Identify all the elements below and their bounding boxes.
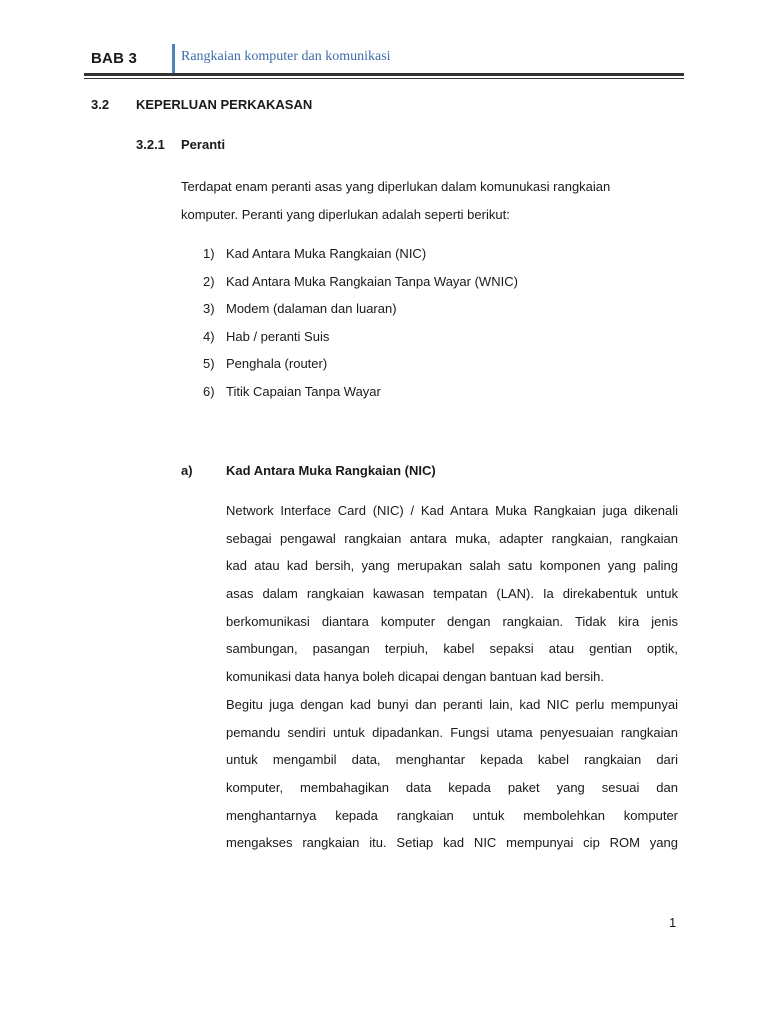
item-title: Kad Antara Muka Rangkaian (NIC) [226, 463, 436, 478]
list-item-number: 5) [203, 356, 215, 372]
section-title: KEPERLUAN PERKAKASAN [136, 97, 313, 112]
header-rule [84, 73, 684, 76]
section-number: 3.2 [91, 97, 110, 112]
paragraph-line: Network Interface Card (NIC) / Kad Antara Muka Rangkaian juga dikenali [226, 503, 678, 518]
list-item-label: Kad Antara Muka Rangkaian (NIC) [226, 246, 427, 261]
page-number: 1 [669, 915, 677, 930]
list-item-number: 3) [203, 301, 215, 317]
paragraph-line: pemandu sendiri untuk dipadankan. Fungsi utama penyesuaian rangkaian [226, 724, 678, 740]
list-item-label: Hab / peranti Suis [226, 328, 330, 344]
paragraph-line: kad atau kad bersih, yang merupakan salah satu komponen yang paling [226, 558, 678, 574]
paragraph-line: komunikasi data hanya boleh dicapai dengan bantuan kad bersih. [226, 669, 604, 685]
paragraph-line: berkomunikasi diantara komputer dengan rangkaian. Tidak kira jenis [226, 613, 678, 629]
list-item-label: Titik Capaian Tanpa Wayar [226, 383, 381, 399]
list-item-label: Modem (dalaman dan luaran) [226, 301, 397, 317]
list-item-label: Penghala (router) [226, 356, 328, 372]
body-paragraph [226, 497, 678, 691]
list-item [203, 350, 518, 378]
intro-line: Terdapat enam peranti asas yang diperlukan dalam komunukasi rangkaian [181, 179, 611, 194]
list-item [203, 268, 518, 296]
device-list [203, 240, 518, 406]
paragraph-line: mengakses rangkaian itu. Setiap kad NIC mempunyai cip ROM yang [226, 835, 678, 851]
paragraph-line: komputer, membahagikan data kepada paket yang sesuai dan [226, 780, 678, 796]
header-divider [172, 44, 175, 74]
list-item-number: 1) [203, 246, 215, 261]
list-item-number: 4) [203, 328, 215, 344]
list-item-number: 2) [203, 273, 215, 289]
paragraph-line: asas dalam rangkaian kawasan tempatan (LAN). Ia direkabentuk untuk [226, 586, 678, 602]
list-item [203, 295, 518, 323]
paragraph-line: menghantarnya kepada rangkaian untuk membolehkan komputer [226, 807, 678, 823]
item-marker: a) [181, 463, 193, 478]
body-paragraph [226, 691, 678, 857]
paragraph-line: untuk mengambil data, menghantar kepada kabel rangkaian dari [226, 752, 678, 768]
list-item-number: 6) [203, 383, 215, 399]
subsection-title: Peranti [181, 137, 226, 152]
intro-paragraph [181, 173, 661, 229]
intro-line: komputer. Peranti yang diperlukan adalah seperti berikut: [181, 207, 510, 222]
list-item [203, 240, 518, 268]
subsection-number: 3.2.1 [136, 137, 165, 152]
header-rule-thin [84, 78, 684, 79]
chapter-subtitle: Rangkaian komputer dan komunikasi [181, 49, 391, 64]
list-item-label: Kad Antara Muka Rangkaian Tanpa Wayar (WNIC) [226, 273, 518, 289]
paragraph-line: sebagai pengawal rangkaian antara muka, adapter rangkaian, rangkaian [226, 530, 678, 546]
paragraph-line: Begitu juga dengan kad bunyi dan peranti lain, kad NIC perlu mempunyai [226, 697, 678, 712]
list-item [203, 378, 518, 406]
chapter-label: BAB 3 [91, 50, 138, 67]
paragraph-line: sambungan, pasangan terpiuh, kabel sepaksi atau gentian optik, [226, 641, 678, 657]
list-item [203, 323, 518, 351]
